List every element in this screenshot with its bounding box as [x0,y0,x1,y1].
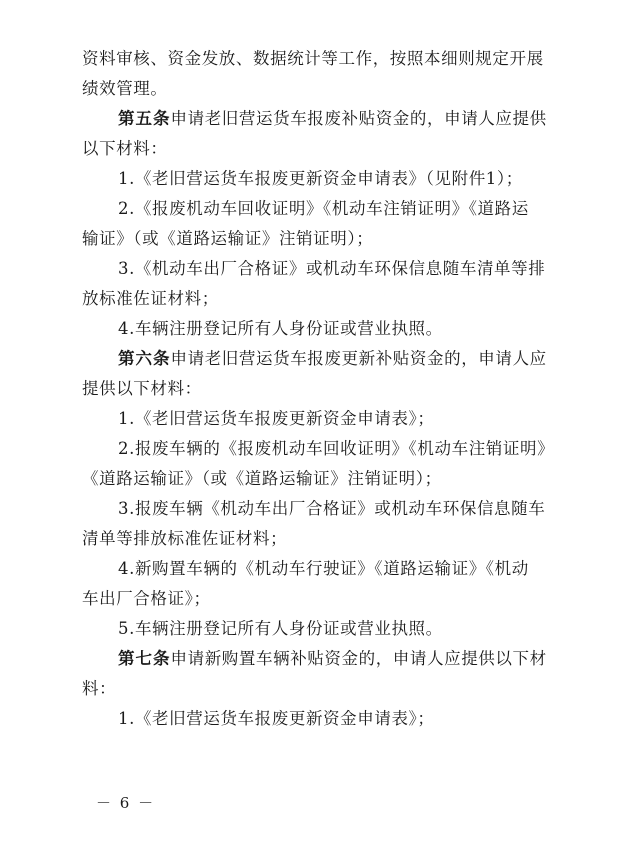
article-label: 第七条 [118,649,171,668]
body-line: 料： [82,679,117,698]
body-line: 以下材料： [82,139,168,158]
body-line: 输证》（或《道路运输证》注销证明）； [82,229,374,248]
list-item: 1.《老旧营运货车报废更新资金申请表》； [118,409,435,428]
body-line: 《道路运输证》（或《道路运输证》注销证明）； [82,469,442,488]
list-item: 5.车辆注册登记所有人身份证或营业执照。 [118,619,443,638]
body-line: 清单等排放标准佐证材料； [82,529,288,548]
body-line: 绩效管理。 [82,79,168,98]
list-item: 2.《报废机动车回收证明》《机动车注销证明》《道路运 [118,199,529,218]
list-item: 1.《老旧营运货车报废更新资金申请表》； [118,709,435,728]
article-7-line [118,648,547,670]
list-item: 4.车辆注册登记所有人身份证或营业执照。 [118,319,443,338]
list-item: 1.《老旧营运货车报废更新资金申请表》（见附件1）； [118,169,523,188]
article-text: 申请老旧营运货车报废补贴资金的，申请人应提供 [170,109,547,128]
list-item: 3.报废车辆《机动车出厂合格证》或机动车环保信息随车 [118,499,546,518]
body-line: 资料审核、资金发放、数据统计等工作，按照本细则规定开展 [82,49,544,68]
article-label: 第五条 [118,109,171,128]
article-text: 申请新购置车辆补贴资金的，申请人应提供以下材 [170,649,547,668]
article-5-line [118,108,547,130]
body-line: 车出厂合格证》； [82,589,211,608]
body-line: 提供以下材料： [82,379,202,398]
list-item: 3.《机动车出厂合格证》或机动车环保信息随车清单等排 [118,259,546,278]
article-text: 申请老旧营运货车报废更新补贴资金的，申请人应 [170,349,547,368]
article-label: 第六条 [118,349,171,368]
page-number: － 6 － [96,794,156,812]
body-line: 放标准佐证材料； [82,289,219,308]
list-item: 4.新购置车辆的《机动车行驶证》《道路运输证》《机动 [118,559,529,578]
article-6-line [118,348,547,370]
list-item: 2.报废车辆的《报废机动车回收证明》《机动车注销证明》 [118,439,555,458]
